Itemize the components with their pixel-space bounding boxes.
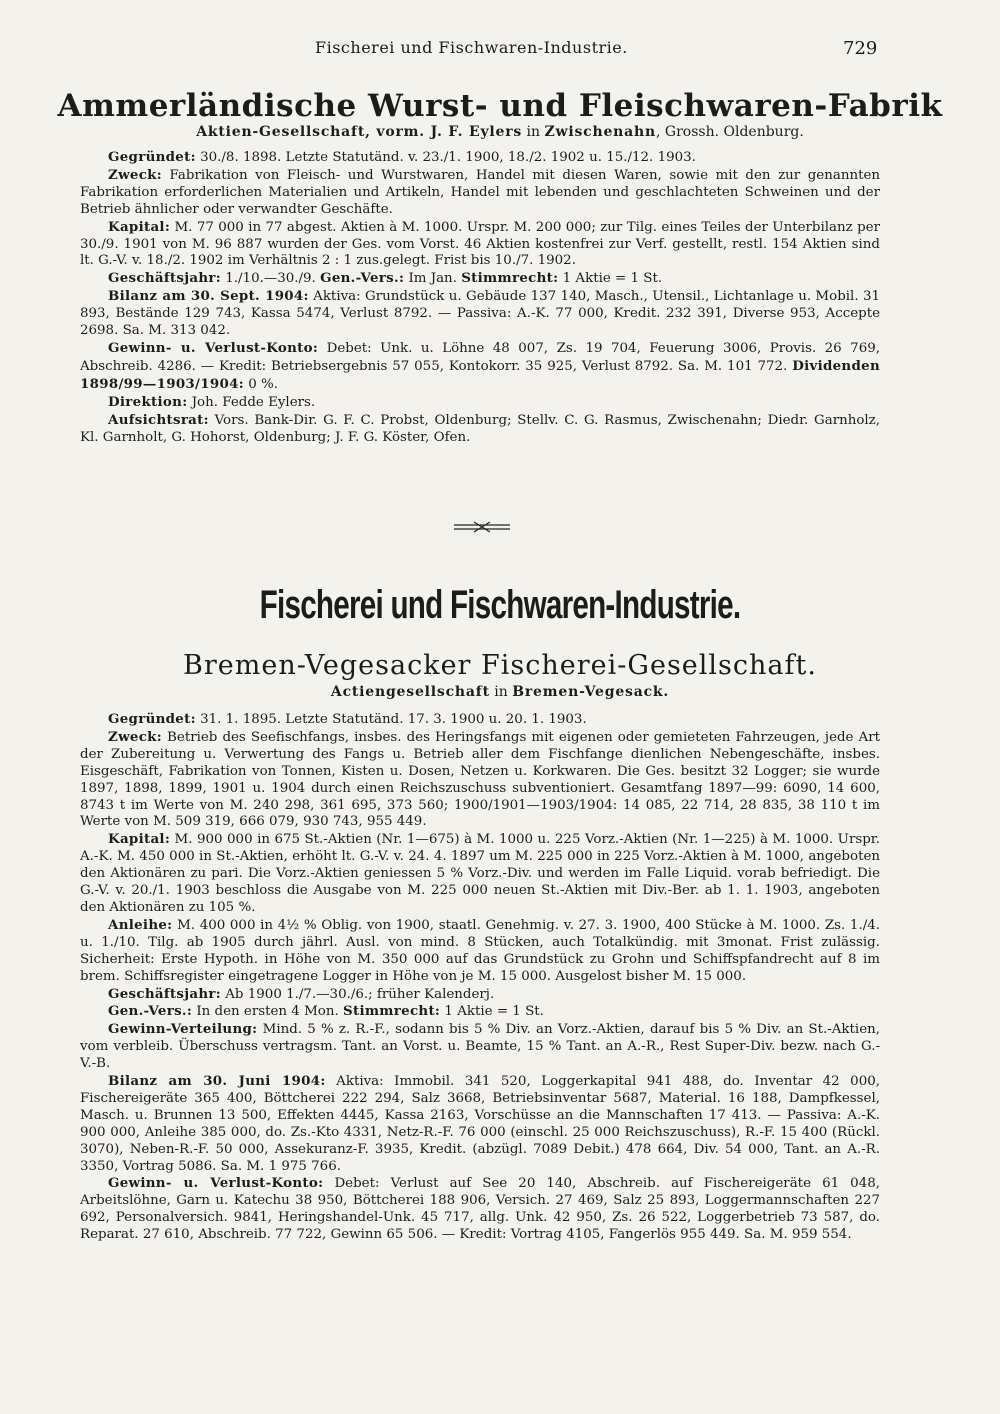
value-gewinn-verlust: Debet: Unk. u. Löhne 48 007, Zs. 19 704, Feuerung 3006, Provis. 26 769, Abschreib. 4286. — Kredit: Betriebsergebnis 57 055, Kontokorr. 35 925, Verlust 8792. Sa. M. 101 772.	[80, 340, 880, 374]
firm2-sub-in: in	[489, 684, 513, 700]
firm2-profit-distribution	[80, 1021, 880, 1073]
firm2-profit-loss	[80, 1175, 880, 1244]
firm2-subtitle	[0, 684, 1000, 700]
label-gewinn-verlust: Gewinn- u. Verlust-Konto:	[108, 1175, 324, 1192]
label-stimmrecht: Stimmrecht:	[461, 270, 559, 287]
firm1-name: Ammerländische Wurst- und Fleischwaren-Fabrik	[57, 88, 943, 124]
firm1-place: Zwischenahn	[544, 124, 656, 140]
firm1-founded	[80, 149, 880, 167]
value-gen-vers: Im Jan.	[404, 271, 462, 287]
label-direktion: Direktion:	[108, 393, 188, 410]
running-title: Fischerei und Fischwaren-Industrie.	[315, 38, 628, 57]
label-geschaeftsjahr: Geschäftsjahr:	[108, 270, 221, 287]
value-stimmrecht: 1 Aktie = 1 St.	[440, 1004, 544, 1020]
value-anleihe: M. 400 000 in 4½ % Oblig. von 1900, staatl. Genehmig. v. 27. 3. 1900, 400 Stücke à M. 1000. Zs. 1./4. u. 1./10. Tilg. ab 1905 durch jährl. Ausl. von mind. 8 Stücken, auch Totalkündig. mit 3monat. Frist zulässig. Sicherheit: Erste Hypoth. in Höhe von M. 350 000 auf das Grundstück zu Grohn und Schiffspfandrecht auf 8 im brem. Schiffsregister eingetragene Logger in Höhe von je M. 15 000. Ausgelost bisher M. 15 000.	[80, 917, 880, 984]
value-aufsichtsrat: Vors. Bank-Dir. G. F. C. Probst, Oldenburg; Stellv. C. G. Rasmus, Zwischenahn; Diedr. Garnholz, Kl. Garnholt, G. Hohorst, Oldenburg; J. F. G. Köster, Ofen.	[80, 412, 880, 445]
label-zweck: Zweck:	[108, 728, 162, 745]
label-gen-vers: Gen.-Vers.:	[320, 270, 405, 287]
firm1-legal-form: Aktien-Gesellschaft, vorm. J. F. Eylers	[196, 124, 523, 140]
firm2-meeting	[80, 1003, 880, 1021]
value-bilanz: Aktiva: Immobil. 341 520, Loggerkapital 941 488, do. Inventar 42 000, Fischereigeräte 365 400, Böttcherei 222 294, Salz 3668, Betriebsinventar 5687, Material. 16 188, Dampfkessel, Masch. u. Brunnen 13 500, Effekten 4445, Kassa 2163, Vorschüsse an die Mannschaften 17 413. — Passiva: A.-K. 900 000, Anleihe 385 000, do. Zs.-Kto 4331, Netz-R.-F. 76 000 (einschl. 25 000 Reichszuschuss), R.-F. 15 400 (Rückl. 3070), Neben-R.-F. 50 000, Assekuranz-F. 3935, Kredit. (abzügl. 7089 Debit.) 478 664, Div. 54 000, Tant. an A.-R. 3350, Vortrag 5086. Sa. M. 1 975 766.	[80, 1074, 881, 1174]
firm1-subtitle	[0, 124, 1000, 140]
value-zweck: Betrieb des Seefischfangs, insbes. des Heringsfangs mit eigenen oder gemieteten Fahrzeugen, jede Art der Zubereitung u. Verwertung des Fangs u. Betrieb aller dem Fischfange dienlichen Nebengeschäfte, insbes. Eisgeschäft, Fabrikation von Tonnen, Kisten u. Dosen, Netzen u. Korkwaren. Die Ges. besitzt 32 Logger; sie wurde 1897, 1898, 1899, 1901 u. 1904 durch einen Reichszuschuss subventioniert. Gesamtfang 1897—99: 6090, 14 600, 8743 t im Werte von M. 240 298, 361 695, 373 560; 1900/1901—1903/1904: 14 085, 22 714, 28 835, 38 110 t im Werte von M. 509 319, 666 079, 930 743, 955 449.	[80, 729, 880, 830]
divider-ornament	[454, 520, 510, 534]
firm1-balance	[80, 288, 880, 340]
value-bilanz: Aktiva: Grundstück u. Gebäude 137 140, Masch., Utensil., Lichtanlage u. Mobil. 31 893, Bestände 129 743, Kassa 5474, Verlust 8792. — Passiva: A.-K. 77 000, Kredit. 232 391, Diverse 953, Accepte 2698. Sa. M. 313 042.	[80, 289, 880, 339]
firm1-fiscal-year	[80, 270, 880, 288]
firm2-bond	[80, 917, 880, 986]
value-geschaeftsjahr: 1./10.—30./9.	[221, 271, 321, 287]
firm2-purpose	[80, 729, 880, 831]
label-dividenden: Dividenden 1898/99—1903/1904:	[80, 357, 880, 392]
value-direktion: Joh. Fedde Eylers.	[187, 394, 316, 410]
label-gen-vers: Gen.-Vers.:	[108, 1003, 193, 1020]
firm2-fiscal-year	[80, 986, 880, 1004]
firm1-purpose	[80, 167, 880, 219]
value-gegruendet: 31. 1. 1895. Letzte Statutänd. 17. 3. 1900 u. 20. 1. 1903.	[195, 712, 587, 727]
label-aufsichtsrat: Aufsichtsrat:	[108, 411, 209, 428]
label-stimmrecht: Stimmrecht:	[343, 1003, 441, 1020]
firm2-name: Bremen-Vegesacker Fischerei-Gesellschaft.	[183, 650, 817, 681]
firm1-region: , Grossh. Oldenburg.	[656, 124, 804, 140]
firm1-management	[80, 394, 880, 412]
value-zweck: Fabrikation von Fleisch- und Wurstwaren, Handel mit diesen Waren, sowie mit den zur genannten Fabrikation erforderlichen Materialien und Artikeln, Handel mit lebenden und geschlachteten Schweinen und der Betrieb ähnlicher oder verwandter Geschäfte.	[80, 167, 880, 217]
firm1-profit-loss	[80, 340, 880, 394]
label-gewinn-verlust: Gewinn- u. Verlust-Konto:	[108, 339, 319, 356]
label-anleihe: Anleihe:	[108, 916, 173, 933]
value-kapital: M. 77 000 in 77 abgest. Aktien à M. 1000. Urspr. M. 200 000; zur Tilg. eines Teiles der Unterbilanz per 30./9. 1901 von M. 96 887 wurden der Ges. vom Vorst. 46 Aktien kostenfrei zur Verf. gestellt, restl. 154 Aktien sind lt. G.-V. v. 18./2. 1902 im Verhältnis 2 : 1 zus.gelegt. Frist bis 10./7. 1902.	[80, 219, 880, 269]
label-zweck: Zweck:	[108, 166, 162, 183]
value-gewinn-verteilung: Mind. 5 % z. R.-F., sodann bis 5 % Div. an Vorz.-Aktien, darauf bis 5 % Div. an St.-Aktien, vom verbleib. Überschuss vertragsm. Tant. an Vorst. u. Beamte, 15 % Tant. an A.-R., Rest Super-Div. bezw. nach G.-V.-B.	[80, 1022, 880, 1072]
value-kapital: M. 900 000 in 675 St.-Aktien (Nr. 1—675) à M. 1000 u. 225 Vorz.-Aktien (Nr. 1—225) à M. 1000. Urspr. A.-K. M. 450 000 in St.-Aktien, erhöht lt. G.-V. v. 24. 4. 1897 um M. 225 000 in 225 Vorz.-Aktien à M. 1000, angeboten den Aktionären zu pari. Die Vorz.-Aktien geniessen 5 % Vorz.-Div. und werden im Falle Liquid. vorab befriedigt. Die G.-V. v. 20./1. 1903 beschloss die Ausgabe von M. 225 000 neuen St.-Aktien mit Div.-Ber. ab 1. 1. 1903, angeboten den Aktionären zu 105 %.	[80, 832, 880, 915]
firm1-entry	[80, 149, 880, 446]
label-geschaeftsjahr: Geschäftsjahr:	[108, 985, 221, 1002]
label-gegruendet: Gegründet:	[108, 149, 196, 165]
firm1-sub-in: in	[522, 124, 545, 140]
label-kapital: Kapital:	[108, 218, 171, 235]
value-gen-vers: In den ersten 4 Mon.	[192, 1004, 343, 1020]
value-gegruendet: 30./8. 1898. Letzte Statutänd. v. 23./1. 1900, 18./2. 1902 u. 15./12. 1903.	[195, 150, 696, 165]
firm1-capital	[80, 219, 880, 271]
firm2-legal-form: Actiengesellschaft	[330, 684, 490, 700]
label-kapital: Kapital:	[108, 831, 171, 848]
label-gewinn-verteilung: Gewinn-Verteilung:	[108, 1021, 258, 1038]
firm2-founded	[80, 711, 880, 729]
firm2-place: Bremen-Vegesack.	[512, 684, 670, 700]
firm2-entry	[80, 711, 880, 1244]
running-head	[0, 38, 1000, 68]
firm1-board	[80, 412, 880, 447]
value-stimmrecht: 1 Aktie = 1 St.	[558, 271, 663, 287]
label-bilanz: Bilanz am 30. Sept. 1904:	[108, 288, 309, 305]
label-gegruendet: Gegründet:	[108, 711, 196, 727]
firm2-balance	[80, 1073, 880, 1175]
firm2-capital	[80, 831, 880, 917]
label-bilanz: Bilanz am 30. Juni 1904:	[108, 1073, 326, 1090]
section-title: Fischerei und Fischwaren-Industrie.	[259, 583, 741, 627]
value-dividenden: 0 %.	[243, 376, 278, 392]
page-number: 729	[843, 38, 878, 59]
value-gewinn-verlust: Debet: Verlust auf See 20 140, Abschreib. auf Fischereigeräte 61 048, Arbeitslöhne, Garn u. Katechu 38 950, Böttcherei 188 906, Versich. 27 469, Salz 25 893, Loggermannschaften 227 692, Personalversich. 9841, Heringshandel-Unk. 45 717, allg. Unk. 42 950, Zs. 26 522, Loggerbetrieb 73 587, do. Reparat. 27 610, Abschreib. 77 722, Gewinn 65 506. — Kredit: Vortrag 4105, Fangerlös 955 449. Sa. M. 959 554.	[80, 1176, 880, 1243]
value-geschaeftsjahr: Ab 1900 1./7.—30./6.; früher Kalenderj.	[221, 986, 495, 1002]
